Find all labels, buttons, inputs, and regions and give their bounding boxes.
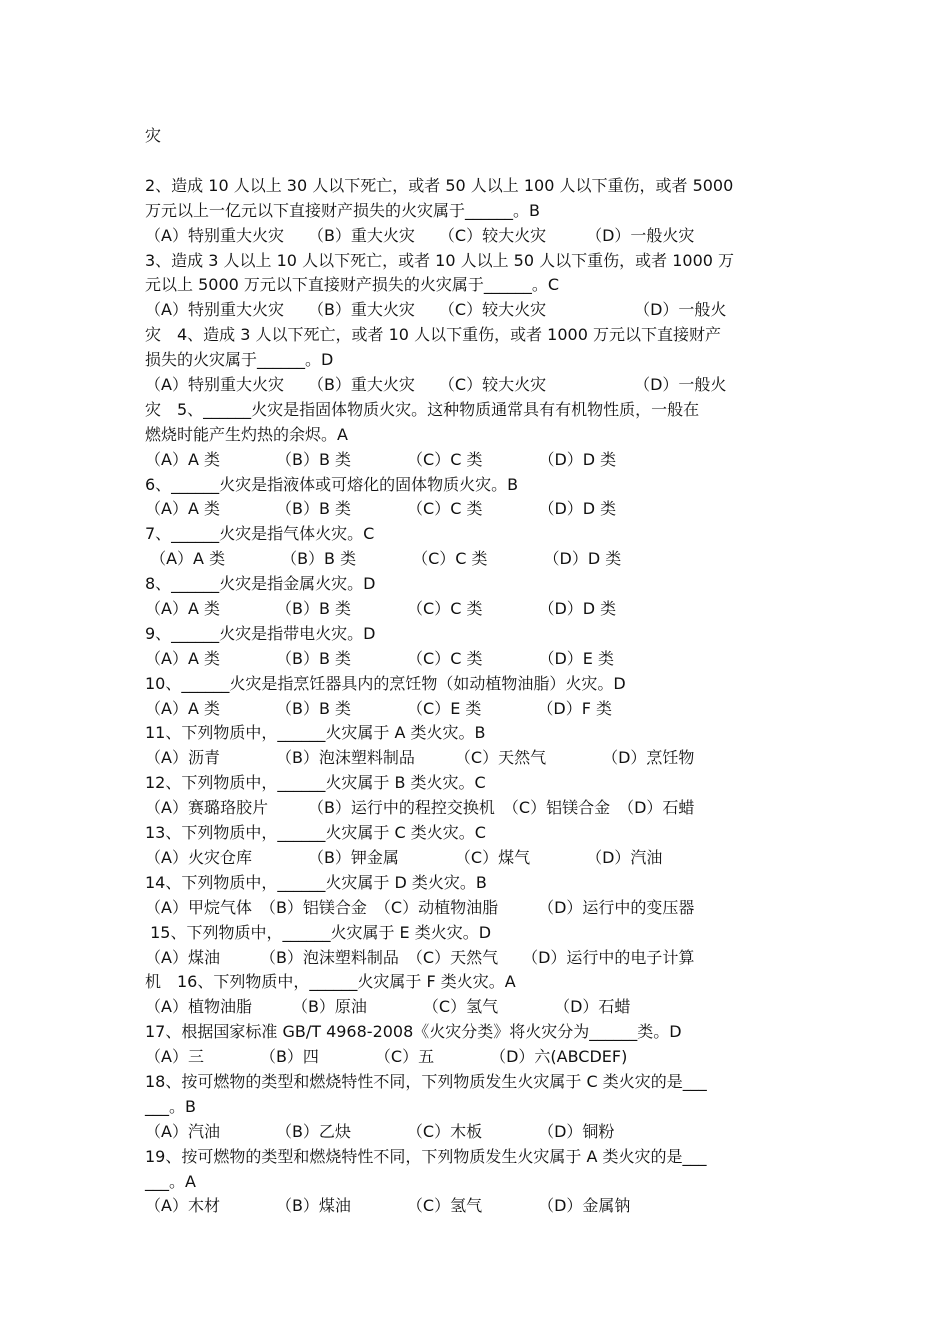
text-line-1: 灾 <box>145 126 162 145</box>
question-8: 8、______火灾是指金属火灾。D <box>145 574 376 594</box>
question-10-options: （A）A 类 （B）B 类 （C）E 类 （D）F 类 <box>145 698 612 718</box>
question-7: 7、______火灾是指气体火灾。C <box>145 524 375 544</box>
question-15: 15、下列物质中，______火灾属于 E 类火灾。D <box>145 922 492 942</box>
question-3-options: （A）特别重大火灾 （B）重大火灾 （C）较大火灾 （D）一般火 <box>145 300 727 320</box>
question-16: 机 16、下列物质中，______火灾属于 F 类火灾。A <box>145 972 516 992</box>
question-19-line-1: 19、按可燃物的类型和燃烧特性不同，下列物质发生火灾属于 A 类火灾的是___ <box>145 1146 707 1166</box>
question-18-line-1: 18、按可燃物的类型和燃烧特性不同，下列物质发生火灾属于 C 类火灾的是___ <box>145 1071 707 1091</box>
question-7-options: （A）A 类 （B）B 类 （C）C 类 （D）D 类 <box>145 549 622 569</box>
question-4-line-1: 灾 4、造成 3 人以下死亡，或者 10 人以下重伤，或者 1000 万元以下直接财产 <box>145 325 721 345</box>
question-9-options: （A）A 类 （B）B 类 （C）C 类 （D）E 类 <box>145 648 614 668</box>
question-6: 6、______火灾是指液体或可熔化的固体物质火灾。B <box>145 474 519 494</box>
document-page <box>145 124 810 1219</box>
question-14-options: （A）甲烷气体 （B）铝镁合金 （C）动植物油脂 （D）运行中的变压器 <box>145 897 695 917</box>
question-13-options: （A）火灾仓库 （B）钾金属 （C）煤气 （D）汽油 <box>145 847 663 867</box>
question-14: 14、下列物质中，______火灾属于 D 类火灾。B <box>145 872 487 892</box>
question-4-line-2: 损失的火灾属于______。D <box>145 350 334 370</box>
question-9: 9、______火灾是指带电火灾。D <box>145 623 376 643</box>
question-10: 10、______火灾是指烹饪器具内的烹饪物（如动植物油脂）火灾。D <box>145 673 626 693</box>
question-12: 12、下列物质中，______火灾属于 B 类火灾。C <box>145 773 486 793</box>
question-18-options: （A）汽油 （B）乙炔 （C）木板 （D）铜粉 <box>145 1121 615 1141</box>
question-5-line-2: 燃烧时能产生灼热的余烬。A <box>145 424 348 444</box>
question-5-options: （A）A 类 （B）B 类 （C）C 类 （D）D 类 <box>145 449 617 469</box>
question-3-line-2: 元以上 5000 万元以下直接财产损失的火灾属于______。C <box>145 275 560 295</box>
question-2-line-1: 2、造成 10 人以上 30 人以下死亡，或者 50 人以上 100 人以下重伤，或者 5000 <box>145 175 734 195</box>
question-5-line-1: 灾 5、______火灾是指固体物质火灾。这种物质通常具有有机物性质，一般在 <box>145 399 700 419</box>
question-11-options: （A）沥青 （B）泡沫塑料制品 （C）天然气 （D）烹饪物 <box>145 748 695 768</box>
question-4-options: （A）特别重大火灾 （B）重大火灾 （C）较大火灾 （D）一般火 <box>145 375 727 395</box>
question-2-line-2: 万元以上一亿元以下直接财产损失的火灾属于______。B <box>145 200 540 220</box>
question-6-options: （A）A 类 （B）B 类 （C）C 类 （D）D 类 <box>145 499 617 519</box>
question-17: 17、根据国家标准 GB/T 4968-2008《火灾分类》将火灾分为______类。D <box>145 1022 682 1042</box>
question-3-line-1: 3、造成 3 人以上 10 人以下死亡，或者 10 人以上 50 人以下重伤，或者 1000 万 <box>145 250 735 270</box>
question-2-options: （A）特别重大火灾 （B）重大火灾 （C）较大火灾 （D）一般火灾 <box>145 225 695 245</box>
question-12-options: （A）赛璐珞胶片 （B）运行中的程控交换机 （C）铝镁合金 （D）石蜡 <box>145 798 695 818</box>
question-16-options: （A）植物油脂 （B）原油 （C）氢气 （D）石蜡 <box>145 997 631 1017</box>
question-8-options: （A）A 类 （B）B 类 （C）C 类 （D）D 类 <box>145 599 617 619</box>
question-19-line-2: ___。A <box>145 1171 196 1191</box>
question-17-options: （A）三 （B）四 （C）五 （D）六(ABCDEF) <box>145 1047 628 1067</box>
blank-line <box>145 149 810 174</box>
question-18-line-2: ___。B <box>145 1096 196 1116</box>
question-11: 11、下列物质中，______火灾属于 A 类火灾。B <box>145 723 486 743</box>
question-19-options: （A）木材 （B）煤油 （C）氢气 （D）金属钠 <box>145 1196 631 1216</box>
question-13: 13、下列物质中，______火灾属于 C 类火灾。C <box>145 823 486 843</box>
question-15-options: （A）煤油 （B）泡沫塑料制品 （C）天然气 （D）运行中的电子计算 <box>145 947 695 967</box>
